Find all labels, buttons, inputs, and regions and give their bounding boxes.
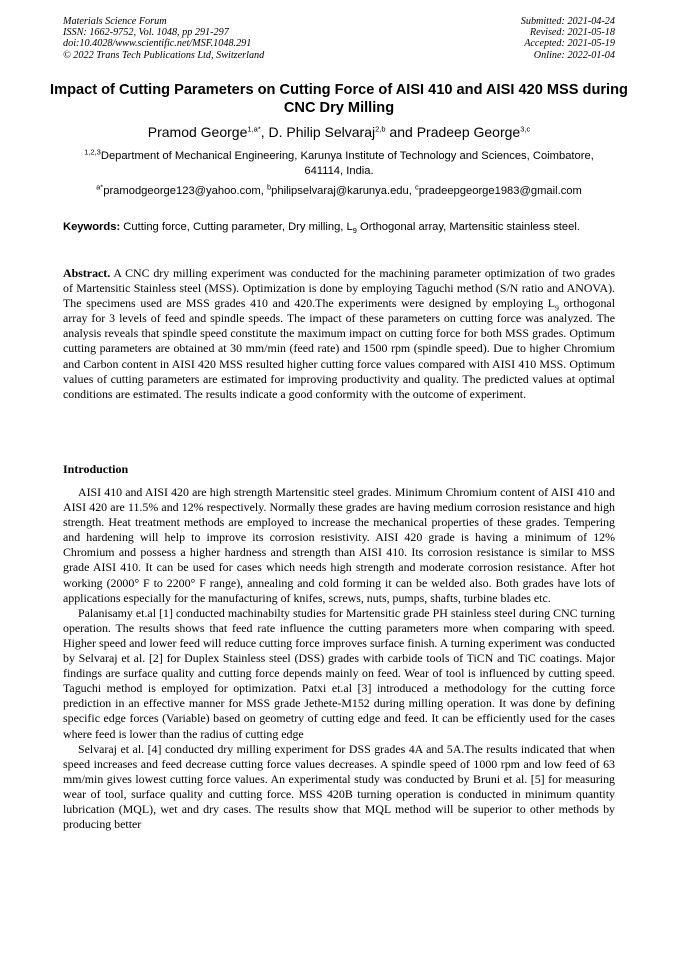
email-mark: c — [414, 182, 419, 192]
keywords-text-end: Orthogonal array, Martensitic stainless steel. — [356, 221, 580, 233]
abstract-subscript: 9 — [555, 303, 559, 313]
author-affiliation-mark: 2,b — [375, 124, 386, 134]
author-affiliation-mark: 1,a* — [247, 124, 261, 134]
body-paragraph: Palanisamy et.al [1] conducted machinabilty studies for Martensitic grade PH stainless steel during CNC turning operation. The results shows that feed rate influence the cutting parameters more when comparing with speed. Higher speed and lower feed will reduce cutting force improves surface finish. A turning experiment was conducted by Selvaraj et al. [2] for Duplex Stainless steel (DSS) grades with carbide tools of TiCN and TiC coatings. Major findings are surface quality and cutting force depends mainly on feed. Wear of tool is influenced by cutting speed. Taguchi method is employed for optimization. Patxi et.al [3] introduced a methodology for the cutting force prediction in an effective manner for MSS grade Jethete-M152 during milling operation. It was done by defining specific edge forces (Variable) based on geometry of cutting edge and feed. It can be efficiently used for the cases where feed is lower than the radius of cutting edge — [63, 605, 615, 741]
email-address[interactable]: pradeepgeorge1983@gmail.com — [418, 185, 582, 197]
journal-copyright: © 2022 Trans Tech Publications Ltd, Switzerland — [63, 49, 265, 61]
email-address[interactable]: philipselvaraj@karunya.edu, — [271, 185, 415, 197]
journal-name: Materials Science Forum — [63, 16, 167, 27]
paper-title: Impact of Cutting Parameters on Cutting Force of AISI 410 and AISI 420 MSS during CNC Dry Milling — [50, 82, 628, 116]
journal-issn: ISSN: 1662-9752, Vol. 1048, pp 291-297 — [63, 27, 229, 39]
author-affiliation-mark: 3,c — [520, 124, 531, 134]
affiliation-text: Department of Mechanical Engineering, Karunya Institute of Technology and Sciences, Coimbatore, 641114, India. — [100, 150, 594, 177]
abstract-text: A CNC dry milling experiment was conducted for the machining parameter optimization of two grades of Martensitic Stainless steel (MSS). Optimization is done by employing Taguchi method (S/N ratio and ANOVA). The specimens used are MSS grades 410 and 420.The experiments were designed by employing L — [63, 266, 615, 311]
publication-dates — [521, 16, 615, 61]
date-accepted: Accepted: 2021-05-19 — [524, 38, 615, 50]
journal-doi: doi:10.4028/www.scientific.net/MSF.1048.291 — [63, 38, 252, 50]
author-name: Pramod George — [147, 124, 248, 140]
author-list — [40, 123, 638, 141]
author-separator: , — [260, 124, 269, 140]
section-heading: Introduction — [63, 462, 129, 476]
abstract-text-end: orthogonal array for 3 levels of feed and spindle speeds. The impact of these parameters on cutting force was analyzed. The analysis reveals that spindle speed constitute the maximum impact on cutting force for both MSS grades. Optimum cutting parameters are obtained at 30 mm/min (feed rate) and 1500 rpm (spindle speed). Due to higher Chromium and Carbon content in AISI 420 MSS resulted higher cutting force values compared with AISI 410 MSS. Optimum values of cutting parameters are estimated for improving productivity and quality. The predicted values at optimal conditions are estimated. The results indicate a good conformity with the outcome of experiment. — [63, 296, 615, 401]
introduction-body — [63, 485, 615, 832]
journal-info — [63, 16, 264, 61]
body-paragraph: AISI 410 and AISI 420 are high strength Martensitic steel grades. Minimum Chromium content of AISI 410 and AISI 420 are 11.5% and 12% respectively. Normally these grades are having medium corrosion resistance and high strength. Heat treatment methods are employed to increase the mechanical properties of these grades. Tempering and hardening will help to improve its corrosion resistivity. AISI 420 grade is having a minimum of 12% Chromium and possess a higher hardness and strength than AISI 410. Its corrosion resistance is similar to MSS grade AISI 410. It can be used for cases which needs high strength and moderate corrosion resistance. After hot working (2000° F to 2200° F range), annealing and cold forming it can be welded also. Both grades have lots of applications especially for the manufacturing of knifes, screws, nuts, pumps, shafts, turbine blades etc. — [63, 485, 615, 605]
email-mark: b — [266, 182, 272, 192]
abstract — [63, 266, 615, 402]
author-separator: and — [385, 124, 417, 140]
email-address[interactable]: pramodgeorge123@yahoo.com, — [103, 185, 267, 197]
keywords — [63, 220, 615, 234]
author-emails — [40, 184, 638, 198]
date-submitted: Submitted: 2021-04-24 — [520, 16, 615, 27]
date-revised: Revised: 2021-05-18 — [529, 27, 615, 39]
body-paragraph: Selvaraj et al. [4] conducted dry milling experiment for DSS grades 4A and 5A.The results indicated that when speed increases and feed decrease cutting force values decreases. A spindle speed of 1000 rpm and low feed of 63 mm/min gives lowest cutting force values. An experimental study was conducted by Bruni et al. [5] for measuring wear of tool, surface quality and cutting force. MSS 420B turning operation is conducted in minimum quantity lubrication (MQL), wet and dry cases. The results show that MQL method will be superior to other methods by producing better — [63, 741, 615, 832]
keywords-label: Keywords: — [63, 221, 121, 233]
keywords-text: Cutting force, Cutting parameter, Dry milling, L — [120, 221, 353, 233]
email-mark: a* — [96, 182, 104, 192]
date-online: Online: 2022-01-04 — [533, 49, 615, 61]
affiliation — [80, 149, 598, 178]
affiliation-mark: 1,2,3 — [84, 147, 101, 157]
author-name: Pradeep George — [416, 124, 521, 140]
author-name: D. Philip Selvaraj — [268, 124, 376, 140]
abstract-label: Abstract. — [63, 266, 111, 280]
keywords-subscript: 9 — [352, 226, 357, 236]
